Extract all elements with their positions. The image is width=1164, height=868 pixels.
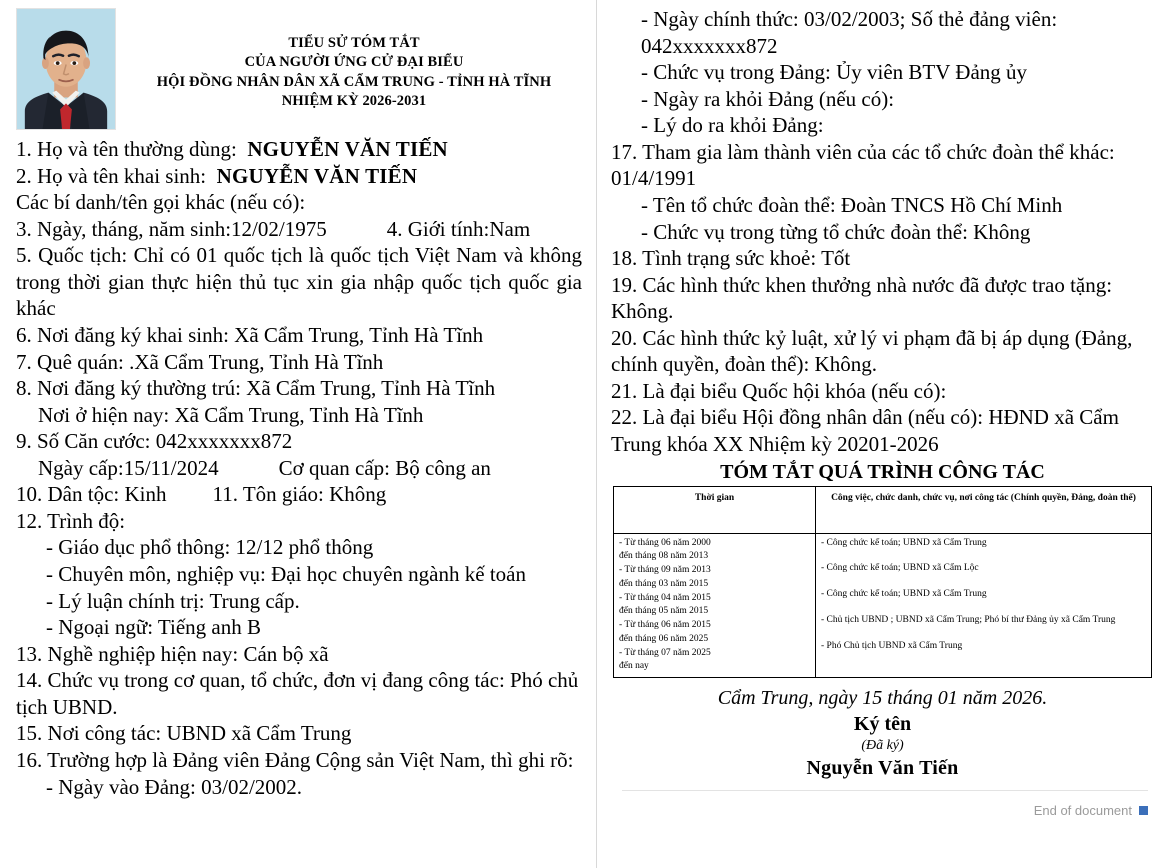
time-line: đến tháng 05 năm 2015 [619,606,709,617]
field-party-official-date: - Ngày chính thức: 03/02/2003; Số thẻ đảng viên: 042xxxxxxx872 [641,7,1058,58]
time-line: - Từ tháng 04 năm 2015 [619,592,711,603]
field-workplace: 15. Nơi công tác: UBND xã Cẩm Trung [16,721,352,746]
field-permanent-residence: 8. Nơi đăng ký thường trú: Xã Cẩm Trung, Tỉnh Hà Tĩnh [16,376,496,401]
job-line: - Phó Chủ tịch UBND xã Cẩm Trung [821,640,963,651]
field-foreign-language: - Ngoại ngữ: Tiếng anh B [46,615,261,640]
field-party-leave-reason: - Lý do ra khỏi Đảng: [641,113,824,138]
field-party-leave-date: - Ngày ra khỏi Đảng (nếu có): [641,86,895,111]
time-line: - Từ tháng 09 năm 2013 [619,565,711,576]
field-label: 2. Họ và tên khai sinh: [16,163,207,188]
job-line: - Chủ tịch UBND ; UBND xã Cẩm Trung; Phó bí thư Đảng ủy xã Cẩm Trung [821,614,1116,625]
field-organization-position: - Chức vụ trong từng tổ chức đoàn thể: Không [641,219,1031,244]
title-line-1: TIỂU SỬ TÓM TẮT [288,35,420,51]
field-hometown: 7. Quê quán: .Xã Cẩm Trung, Tỉnh Hà Tĩnh [16,349,384,374]
table-row [614,533,1152,678]
table-header-row [614,486,1152,533]
field-current-position: 14. Chức vụ trong cơ quan, tổ chức, đơn vị đang công tác: Phó chủ tịch UBND. [16,668,579,719]
field-current-occupation: 13. Nghề nghiệp hiện nay: Cán bộ xã [16,641,329,666]
signature-place-date: Cẩm Trung, ngày 15 tháng 01 năm 2026. [717,687,1048,710]
field-birth-registration: 6. Nơi đăng ký khai sinh: Xã Cẩm Trung, Tỉnh Hà Tĩnh [16,322,484,347]
field-other-organizations: 17. Tham gia làm thành viên của các tổ chức đoàn thể khác: 01/4/1991 [611,139,1115,191]
field-birth-name [16,163,582,190]
field-party-join-date: - Ngày vào Đảng: 03/02/2002. [46,774,303,799]
field-id-issue-date: Ngày cấp:15/11/2024 [38,455,219,480]
title-line-4: NHIỆM KỲ 2026-2031 [281,93,427,110]
field-education-heading: 12. Trình độ: [16,508,126,533]
field-dob-gender [16,216,582,243]
column-header-time: Thời gian [614,486,816,533]
field-disciplinary-actions: 20. Các hình thức kỷ luật, xử lý vi phạm đã bị áp dụng (Đảng, chính quyền, đoàn thể): Không. [611,325,1133,377]
signature-signed-note: (Đã ký) [861,738,904,754]
footer-divider [622,790,1148,791]
field-ethnicity: 10. Dân tộc: Kinh [16,482,167,507]
field-political-theory: - Lý luận chính trị: Trung cấp. [46,588,300,613]
career-table [613,486,1152,679]
field-id-issue [16,455,582,482]
field-peoples-council-delegate: 22. Là đại biểu Hội đồng nhân dân (nếu có): HĐND xã Cẩm Trung khóa XX Nhiệm kỳ 20201-2026 [611,405,1119,456]
career-time-cell [614,533,816,678]
field-ethnicity-religion [16,481,582,508]
time-line: đến tháng 06 năm 2025 [619,633,709,644]
field-full-name-common [16,136,582,163]
job-line: - Công chức kế toán; UBND xã Cẩm Lộc [821,563,979,574]
field-current-residence: Nơi ở hiện nay: Xã Cẩm Trung, Tỉnh Hà Tĩnh [38,402,424,427]
signature-label: Ký tên [853,713,912,736]
time-line: - Từ tháng 06 năm 2015 [619,620,711,631]
time-line: - Từ tháng 06 năm 2000 [619,537,711,548]
field-id-number: 9. Số Căn cước: 042xxxxxxx872 [16,429,293,454]
field-national-assembly-delegate: 21. Là đại biểu Quốc hội khóa (nếu có): [611,378,947,403]
document-title [126,8,582,112]
column-header-work: Công việc, chức danh, chức vụ, nơi công tác (Chính quyền, Đảng, đoàn thể) [816,486,1152,533]
field-value: NGUYỄN VĂN TIẾN [247,137,448,161]
title-line-3: HỘI ĐỒNG NHÂN DÂN XÃ CẨM TRUNG - TỈNH HÀ TĨNH [156,73,552,90]
end-of-document-indicator [1034,803,1148,818]
field-value: NGUYỄN VĂN TIẾN [216,163,418,188]
portrait-photo [16,8,116,130]
field-general-education: - Giáo dục phổ thông: 12/12 phổ thông [46,535,374,560]
field-organization-name: - Tên tổ chức đoàn thể: Đoàn TNCS Hồ Chí Minh [641,192,1063,217]
left-column [0,0,596,800]
job-line: - Công chức kế toán; UBND xã Cẩm Trung [821,537,987,548]
field-health-status: 18. Tình trạng sức khoẻ: Tốt [611,246,851,271]
field-religion: 11. Tôn giáo: Không [212,482,387,507]
time-line: đến nay [619,661,649,672]
signature-block [611,686,1154,782]
time-line: - Từ tháng 07 năm 2025 [619,647,711,658]
field-party-member: 16. Trường hợp là Đảng viên Đảng Cộng sản Việt Nam, thì ghi rõ: [16,747,574,772]
job-line: - Công chức kế toán; UBND xã Cẩm Trung [821,589,987,600]
field-state-awards: 19. Các hình thức khen thưởng nhà nước đã được trao tặng: Không. [611,272,1113,324]
field-dob: 3. Ngày, tháng, năm sinh:12/02/1975 [16,216,327,241]
time-line: đến tháng 08 năm 2013 [619,551,709,562]
right-column [597,0,1164,782]
title-line-2: CỦA NGƯỜI ỨNG CỬ ĐẠI BIỂU [244,54,464,71]
field-nationality: 5. Quốc tịch: Chỉ có 01 quốc tịch là quốc tịch Việt Nam và không trong thời gian thực hiện thủ tục xin gia nhập quốc tịch quốc gia khác [16,243,582,321]
end-of-document-label: End of document [1033,803,1132,818]
field-professional-qualification: - Chuyên môn, nghiệp vụ: Đại học chuyên ngành kế toán [46,562,526,586]
field-aliases: Các bí danh/tên gọi khác (nếu có): [16,190,306,215]
document-header [16,8,582,130]
career-job-cell [816,533,1152,678]
career-table-title: TÓM TẮT QUÁ TRÌNH CÔNG TÁC [720,460,1045,483]
field-id-issue-org: Cơ quan cấp: Bộ công an [278,455,491,480]
time-line: đến tháng 03 năm 2015 [619,578,709,589]
field-label: 1. Họ và tên thường dùng: [16,137,237,161]
signature-name: Nguyễn Văn Tiến [806,757,959,780]
field-gender: 4. Giới tính:Nam [386,216,531,241]
field-party-position: - Chức vụ trong Đảng: Ủy viên BTV Đảng ủy [641,60,1028,85]
end-of-document-marker-icon [1139,806,1148,815]
